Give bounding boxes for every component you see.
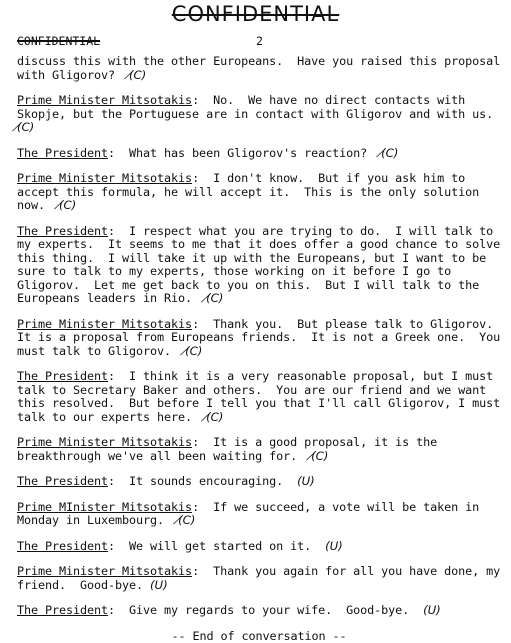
speaker-name: The President xyxy=(17,603,108,617)
classification-mark: (̸C) xyxy=(185,344,202,358)
classification-mark: (̸C) xyxy=(381,146,398,160)
speaker-name: The President xyxy=(17,146,108,160)
paragraph-text: : I respect what you are trying to do. I will talk to my experts. It seems to me that it does offer a good chance to solve this thing. I will take it up with the Europeans, but I want to be sure to talk to my experts, those working on it before I go to Gligorov. Let me get back to you on this. But I will talk to the Europeans leaders in Rio. xyxy=(17,224,507,306)
paragraph-text: : Give my regards to your wife. Good-bye. xyxy=(108,603,423,617)
transcript-paragraph xyxy=(17,436,501,463)
classification-mark: (̸C) xyxy=(178,513,195,527)
classification-stamp-small: CONFIDENTIAL xyxy=(17,33,100,49)
paragraph-text: : We will get started on it. xyxy=(108,539,325,553)
speaker-name: Prime Minister Mitsotakis xyxy=(17,435,192,449)
transcript-body xyxy=(17,55,501,643)
classification-mark: (̸C) xyxy=(59,198,76,212)
transcript-paragraph xyxy=(17,370,501,424)
paragraph-text: discuss this with the other Europeans. Have you raised this proposal with Gligorov? xyxy=(17,54,507,82)
speaker-name: Prime Minister Mitsotakis xyxy=(17,93,192,107)
paragraph-text: : Thank you. But please talk to Gligorov. It is a proposal from Europeans friends. It is not a Greek one. You must talk to Gligorov. xyxy=(17,317,507,358)
transcript-paragraph xyxy=(17,318,501,359)
paragraph-text: : What has been Gligorov's reaction? xyxy=(108,146,381,160)
transcript-paragraph xyxy=(17,225,501,306)
transcript-paragraph xyxy=(17,172,501,213)
transcript-paragraph xyxy=(17,565,501,592)
speaker-name: Prime Minister Mitsotakis xyxy=(17,317,192,331)
speaker-name: Prime MInister Mitsotakis xyxy=(17,500,192,514)
paragraph-text: : It is a good proposal, it is the breakthrough we've all been waiting for. xyxy=(17,435,444,463)
paragraph-text: : If we succeed, a vote will be taken in Monday in Luxembourg. xyxy=(17,500,486,528)
paragraph-text: : I think it is a very reasonable proposal, but I must talk to Secretary Baker and others. You are our friend and we want this resolved. But before I tell you that I'll call Gligorov, I must talk to our experts here. xyxy=(17,369,507,424)
speaker-name: The President xyxy=(17,539,108,553)
classification-mark: (U) xyxy=(423,603,441,617)
speaker-name: The President xyxy=(17,474,108,488)
transcript-paragraph xyxy=(17,540,501,554)
paragraph-text: : Thank you again for all you have done, my friend. Good-bye. xyxy=(17,564,507,592)
classification-mark: (U) xyxy=(325,539,343,553)
paragraph-text: : It sounds encouraging. xyxy=(108,474,297,488)
classification-mark: (U) xyxy=(297,474,315,488)
classification-mark: (̸C) xyxy=(206,410,223,424)
classification-mark: (U) xyxy=(150,578,168,592)
speaker-name: Prime Minister Mitsotakis xyxy=(17,564,192,578)
speaker-name: Prime Minister Mitsotakis xyxy=(17,171,192,185)
classification-mark: (̸C) xyxy=(311,449,328,463)
transcript-paragraph xyxy=(17,604,501,618)
transcript-paragraph xyxy=(17,147,501,161)
transcript-paragraph xyxy=(17,55,501,82)
page-header xyxy=(17,33,487,49)
paragraph-text: : I don't know. But if you ask him to accept this formula, he will accept it. This is the only solution now. xyxy=(17,171,486,212)
classification-mark: (̸C) xyxy=(206,291,223,305)
end-of-conversation: -- End of conversation -- xyxy=(17,630,501,643)
classification-stamp-top: CONFIDENTIAL xyxy=(0,2,511,26)
transcript-paragraph xyxy=(17,94,501,135)
speaker-name: The President xyxy=(17,224,108,238)
speaker-name: The President xyxy=(17,369,108,383)
transcript-paragraph xyxy=(17,501,501,528)
transcript-paragraph xyxy=(17,475,501,489)
classification-mark: (̸C) xyxy=(129,68,146,82)
classification-mark: (̸C) xyxy=(17,120,34,134)
paragraph-text: : No. We have no direct contacts with Skopje, but the Portuguese are in contact with Gligorov and with us. xyxy=(17,93,507,121)
page-number: 2 xyxy=(256,33,263,49)
